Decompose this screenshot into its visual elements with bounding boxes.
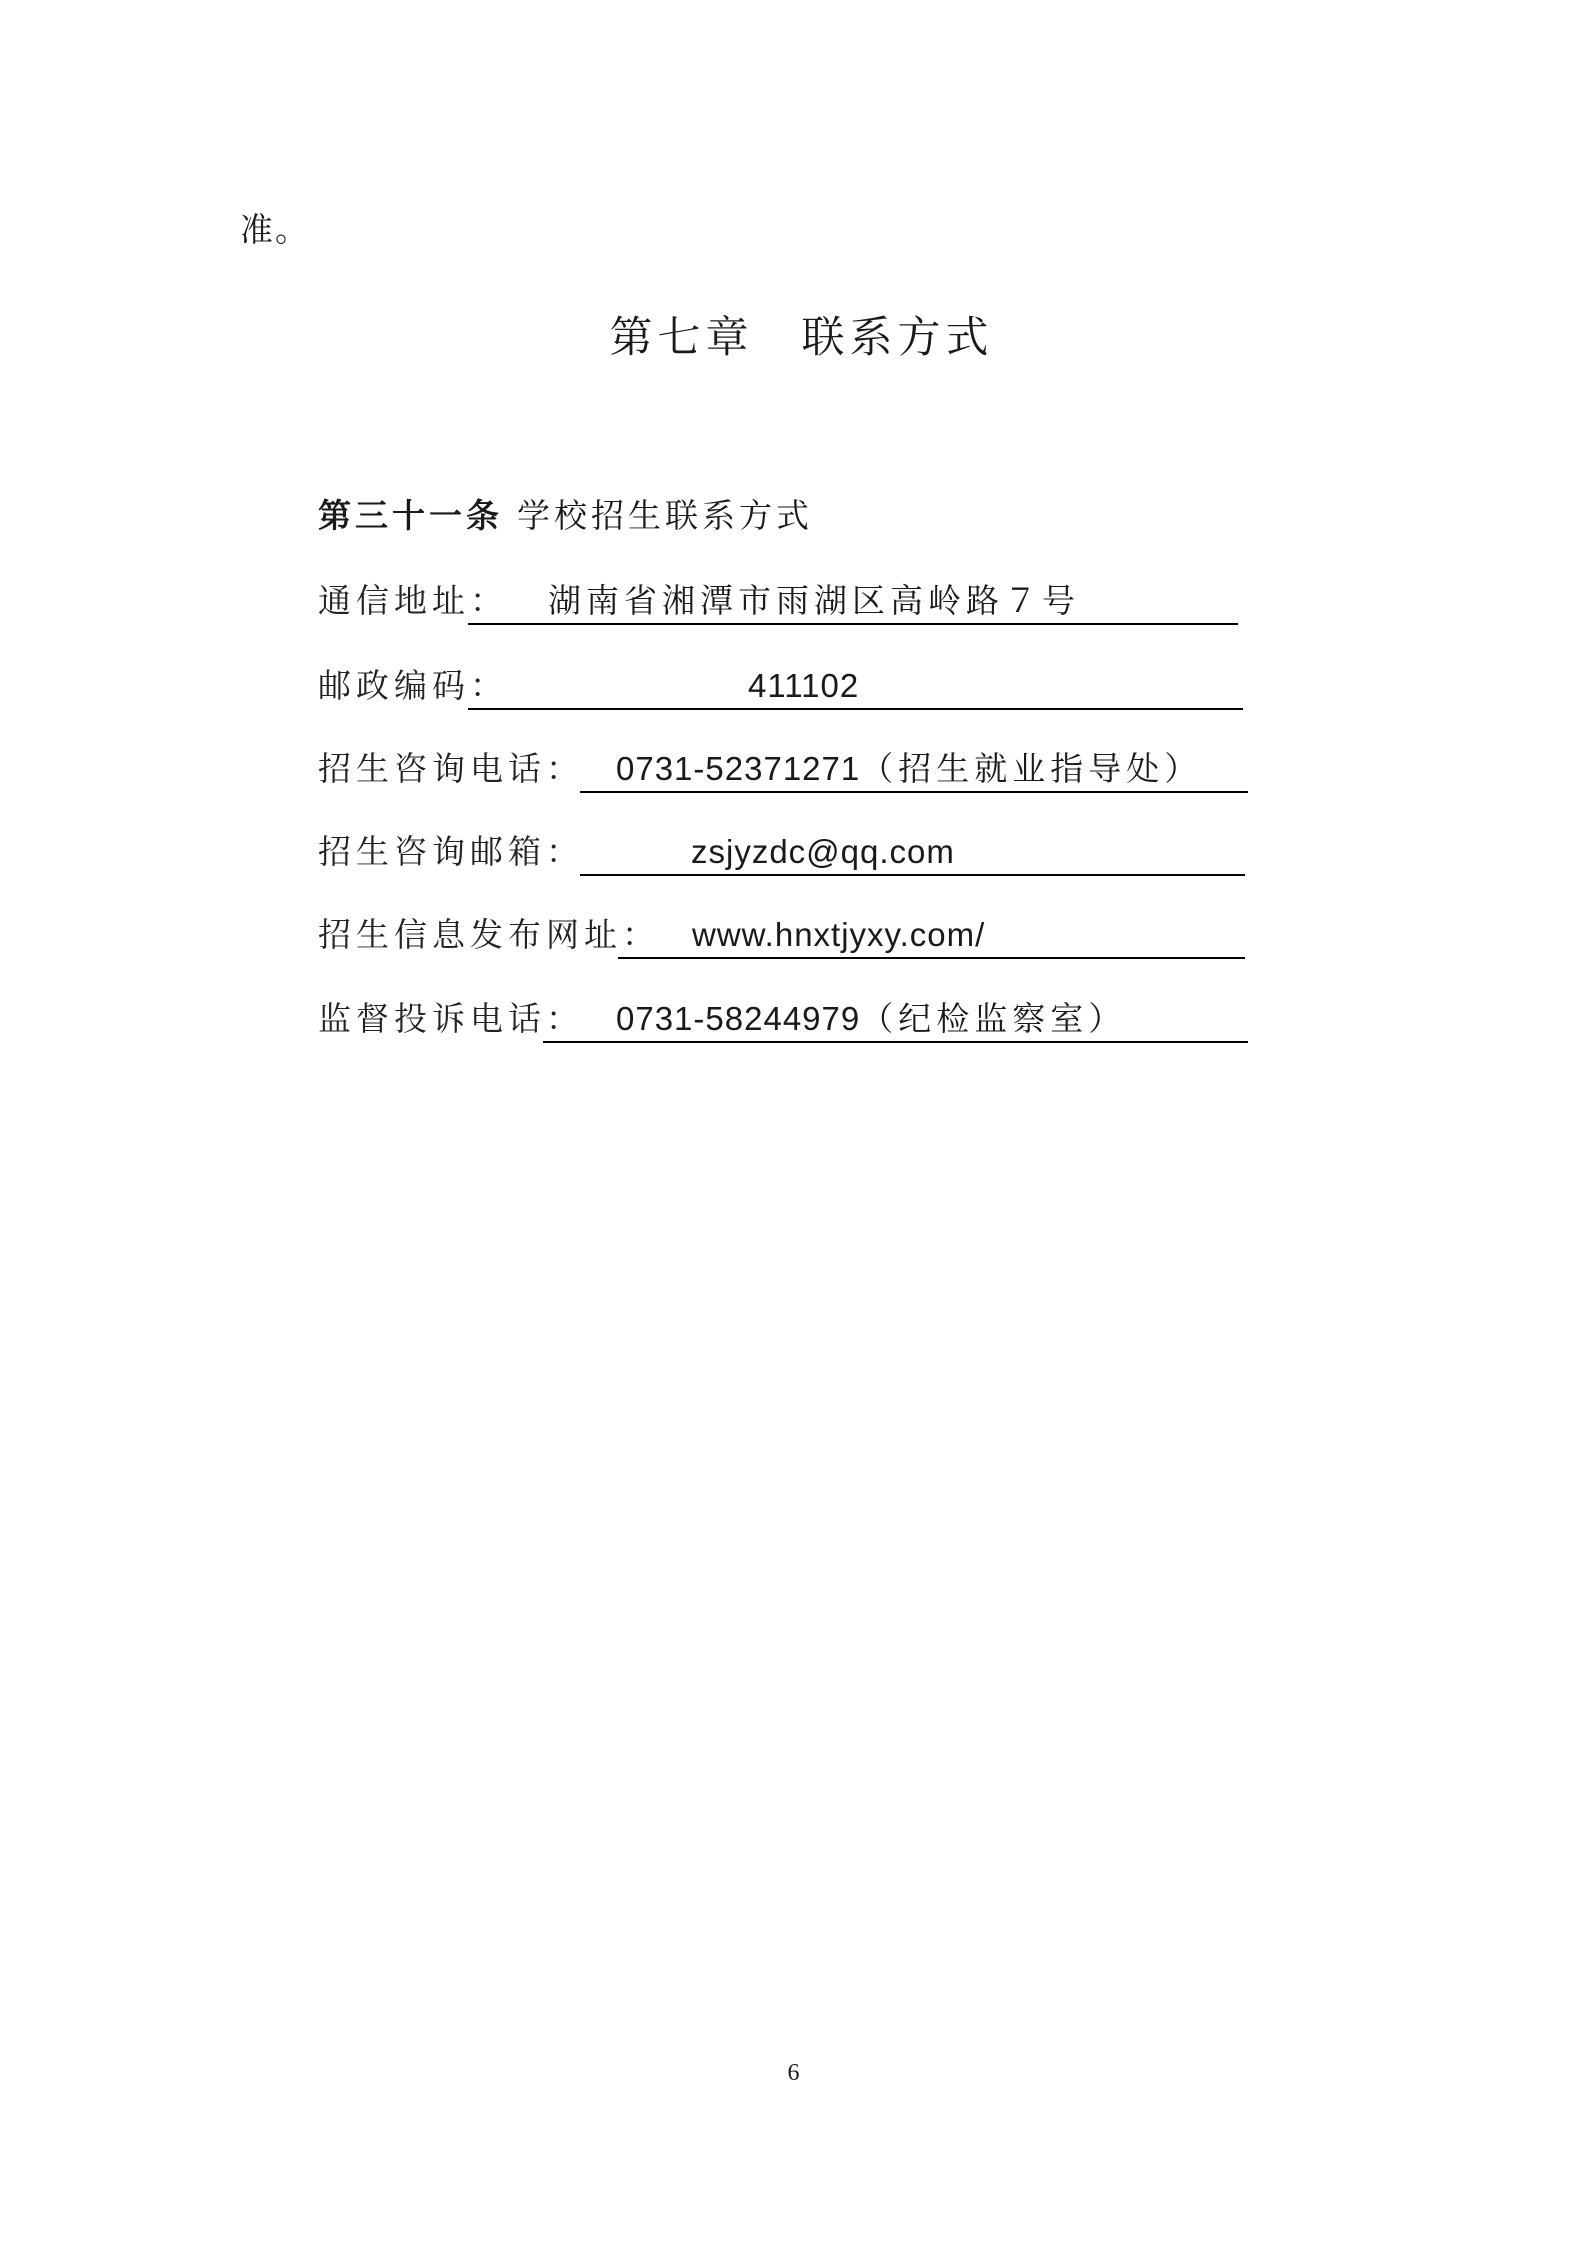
contact-label: 招生咨询电话： <box>318 749 584 788</box>
contact-value: zsjyzdc@qq.com <box>691 833 955 870</box>
chapter-title: 第七章 联系方式 <box>609 313 994 363</box>
contact-value: 411102 <box>748 667 860 704</box>
contact-value: 0731-58244979（纪检监察室） <box>616 999 1127 1038</box>
page-number: 6 <box>787 2060 800 2086</box>
article-number: 第三十一条 <box>318 496 503 535</box>
contact-row-postcode <box>318 662 1243 710</box>
contact-label: 招生信息发布网址： <box>318 915 660 954</box>
contact-value: 0731-52371271（招生就业指导处） <box>616 749 1203 788</box>
contact-label: 通信地址： <box>318 581 508 620</box>
contact-row-website <box>318 911 1245 959</box>
contact-label: 邮政编码： <box>318 666 508 705</box>
contact-value: www.hnxtjyxy.com/ <box>692 916 986 953</box>
contact-label: 招生咨询邮箱： <box>318 832 584 871</box>
article-heading <box>318 494 813 538</box>
contact-row-address <box>318 577 1238 625</box>
contact-row-email <box>318 828 1245 876</box>
article-title: 学校招生联系方式 <box>517 496 813 535</box>
carry-over-text: 准。 <box>240 210 310 249</box>
contact-value: 湖南省湘潭市雨湖区高岭路７号 <box>548 581 1080 620</box>
contact-row-complaint <box>318 995 1248 1043</box>
contact-row-phone <box>318 745 1248 793</box>
contact-label: 监督投诉电话： <box>318 999 584 1038</box>
